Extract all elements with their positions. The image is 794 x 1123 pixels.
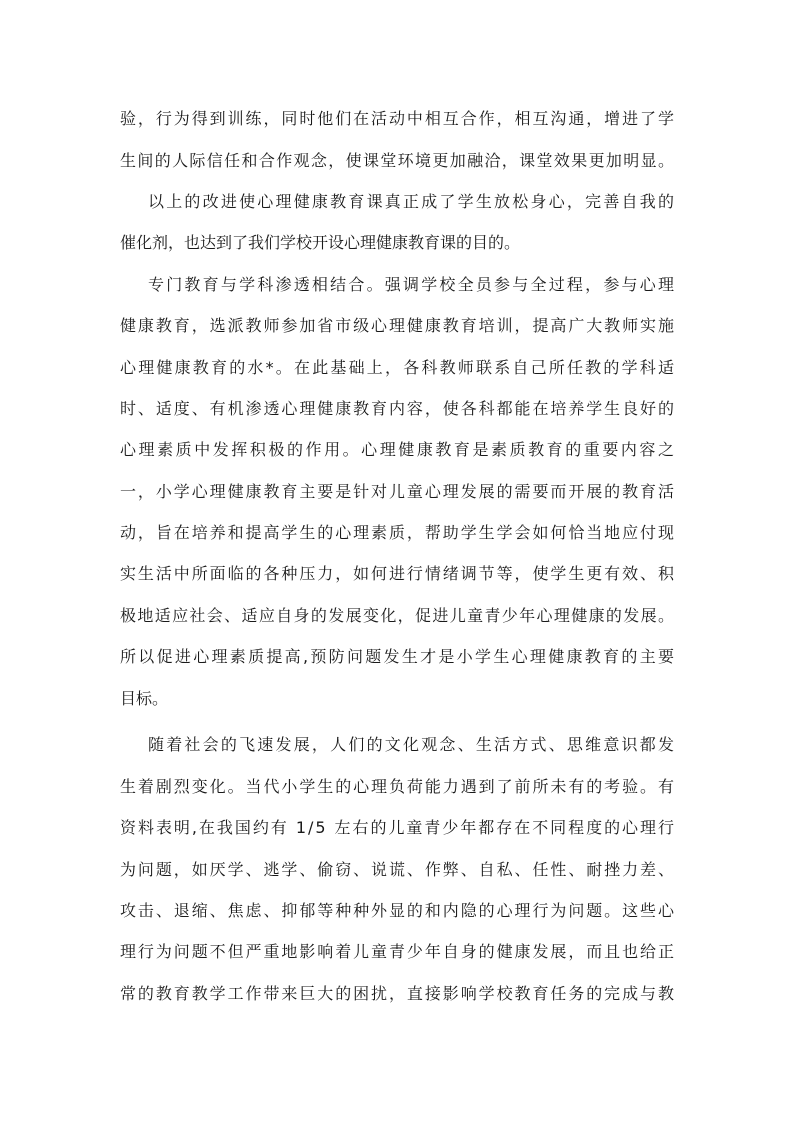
text-line-content: 动，旨在培养和提高学生的心理素质，帮助学生学会如何恰当地应付现 (120, 523, 676, 542)
text-line-content: 攻击、退缩、焦虑、抑郁等种种外显的和内隐的心理行为问题。这些心 (120, 901, 676, 920)
text-line-content: 常的教育教学工作带来巨大的困扰，直接影响学校教育任务的完成与教 (120, 984, 676, 1003)
text-line-content: 理行为问题不但严重地影响着儿童青少年自身的健康发展，而且也给正 (120, 942, 676, 961)
text-line-content: 实生活中所面临的各种压力，如何进行情绪调节等，使学生更有效、积 (120, 564, 676, 583)
text-line-content: 随着社会的飞速发展，人们的文化观念、生活方式、思维意识都发 (148, 735, 677, 754)
text-line-content: 为问题，如厌学、逃学、偷窃、说谎、作弊、自私、任性、耐挫力差、 (120, 860, 676, 879)
text-line-content: 资料表明,在我国约有 1/5 左右的儿童青少年都存在不同程度的心理行 (120, 818, 676, 837)
text-line-content: 时、适度、有机渗透心理健康教育内容，使各科都能在培养学生良好的 (120, 399, 676, 418)
text-line-content: 催化剂，也达到了我们学校开设心理健康教育课的目的。 (120, 233, 521, 252)
text-line-content: 生间的人际信任和合作观念，使课堂环境更加融洽，课堂效果更加明显。 (120, 151, 676, 170)
text-line-content: 心理素质中发挥积极的作用。心理健康教育是素质教育的重要内容之 (120, 440, 677, 459)
text-line-content: 极地适应社会、适应自身的发展变化，促进儿童青少年心理健康的发展。 (120, 606, 676, 625)
text-line-content: 一，小学心理健康教育主要是针对儿童心理发展的需要而开展的教育活 (120, 482, 676, 501)
text-line-content: 以上的改进使心理健康教育课真正成了学生放松身心，完善自我的 (148, 192, 677, 211)
text-line-content: 所以促进心理素质提高,预防问题发生才是小学生心理健康教育的主要 (120, 647, 677, 666)
text-line-content: 目标。 (120, 689, 169, 708)
text-line-content: 健康教育，选派教师参加省市级心理健康教育培训，提高广大教师实施 (120, 316, 676, 335)
text-line-content: 专门教育与学科渗透相结合。强调学校全员参与全过程，参与心理 (148, 275, 677, 294)
text-line-content: 生着剧烈变化。当代小学生的心理负荷能力遇到了前所未有的考验。有 (120, 777, 676, 796)
text-line-content: 心理健康教育的水*。在此基础上，各科教师联系自己所任教的学科适 (120, 358, 677, 377)
text-line-content: 验，行为得到训练，同时他们在活动中相互合作，相互沟通，增进了学 (120, 109, 676, 128)
